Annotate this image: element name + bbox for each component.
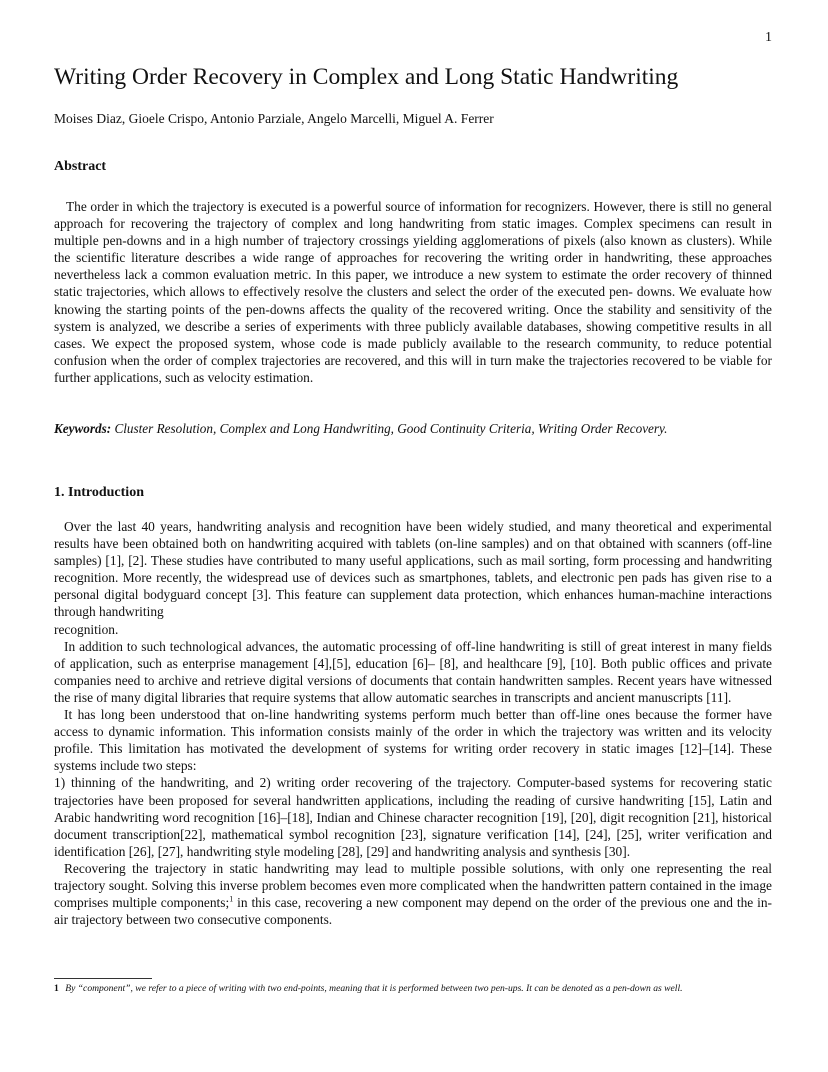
footnote-mark: 1 (54, 983, 59, 994)
page-number: 1 (765, 30, 772, 45)
paper-title: Writing Order Recovery in Complex and Long Static Handwriting (54, 64, 679, 90)
intro-paragraph-1-text: Over the last 40 years, handwriting analysis and recognition have been widely studied, and many theoretical and experimental results have been obtained both on handwriting acquired with tablets (on-line samples) and on that obtained with scanners (off-line samples) [1], [2]. These studies have contributed to many useful applications, such as mail sorting, form processing and handwriting recognition. More recently, the widespread use of devices such as smartphones, tablets, and electronic pen pads has given rise to a personal digital bodyguard concept [3]. This feature can supplement data protection, which enhances human-machine interactions through handwriting (54, 519, 772, 620)
keywords-line (54, 421, 667, 437)
footnote-text: By “component”, we refer to a piece of writing with two end-points, meaning that it is performed between two pen-ups. It can be denoted as a pen-down as well. (65, 983, 683, 994)
abstract-text (54, 198, 772, 386)
introduction-body (54, 518, 772, 928)
section-heading-introduction: 1. Introduction (54, 485, 144, 500)
intro-paragraph-3: It has long been understood that on-line handwriting systems perform much better than off-line ones because the former have access to dynamic information. This information consists mainly of the order in which the trajectory was written and its velocity profile. This limitation has motivated the development of systems for writing order recovery in static images [12]–[14]. These systems include two steps: (54, 707, 772, 774)
keywords-label: Keywords: (54, 421, 112, 436)
abstract-body: The order in which the trajectory is executed is a powerful source of information for recognizers. However, there is still no general approach for recovering the trajectory of complex and long handwriting from static images. Complex specimens can result in multiple pen-downs and in a high number of trajectory crossings yielding agglomerations of pixels (also known as clusters). While the scientific literature describes a wide range of approaches for recovering the writing order in handwriting, these approaches nevertheless lack a common evaluation metric. In this paper, we introduce a new system to estimate the order recovery of thinned static trajectories, which allows to effectively resolve the clusters and select the order of the executed pen- downs. We evaluate how knowing the starting points of the pen-downs affects the quality of the recovered writing. Once the stability and sensitivity of the system is analyzed, we describe a series of experiments with three publicly available databases, showing competitive results in all cases. We expect the proposed system, whose code is made publicly available to the research community, to reduce potential confusion when the order of complex trajectories are recovered, and this will in turn make the trajectories recovered to be viable for further applications, such as velocity estimation. (54, 199, 772, 385)
keywords-text: Cluster Resolution, Complex and Long Handwriting, Good Continuity Criteria, Writing Order Recovery. (114, 421, 668, 436)
author-list: Moises Diaz, Gioele Crispo, Antonio Parziale, Angelo Marcelli, Miguel A. Ferrer (54, 111, 494, 126)
intro-paragraph-5-text-a: Recovering the trajectory in static handwriting may lead to multiple possible solutions, with only one representing the real trajectory sought. Solving this inverse problem becomes even more complicated when the handwritten pattern contained in the image comprises multiple components; (54, 860, 772, 911)
intro-paragraph-1-tail: recognition. (54, 621, 119, 637)
footnote (54, 983, 772, 994)
intro-paragraph-4: 1) thinning of the handwriting, and 2) writing order recovering of the trajectory. Computer-based systems for recovering static trajectories have been proposed for several handwritten applications, including the reading of cursive handwriting [15], Latin and Arabic handwriting word recognition [16]–[18], Indian and Chinese character recognition [19], [20], digit recognition [21], historical document transcription[22], mathematical symbol recognition [23], signature verification [14], [24], [25], writer verification and identification [26], [27], handwriting style modeling [28], [29] and handwriting analysis and synthesis [30]. (54, 775, 772, 859)
intro-paragraph-5 (54, 860, 772, 928)
footnote-reference: 1 (229, 894, 234, 904)
footnote-separator (54, 978, 152, 979)
intro-paragraph-5-text-b: in this case, recovering a new component may depend on the order of the previous one and the in-air trajectory between two consecutive components. (54, 895, 773, 928)
intro-paragraph-2: In addition to such technological advances, the automatic processing of off-line handwriting is still of great interest in many fields of application, such as enterprise management [4],[5], education [6]– [8], and healthcare [9], [10]. Both public offices and private companies need to archive and retrieve digital versions of documents that contain handwritten samples. Recent years have witnessed the rise of many digital libraries that require systems that allow automatic searches in transcripts and ancient manuscripts [11]. (54, 638, 772, 705)
intro-paragraph-1 (54, 518, 772, 638)
abstract-heading: Abstract (54, 159, 107, 174)
